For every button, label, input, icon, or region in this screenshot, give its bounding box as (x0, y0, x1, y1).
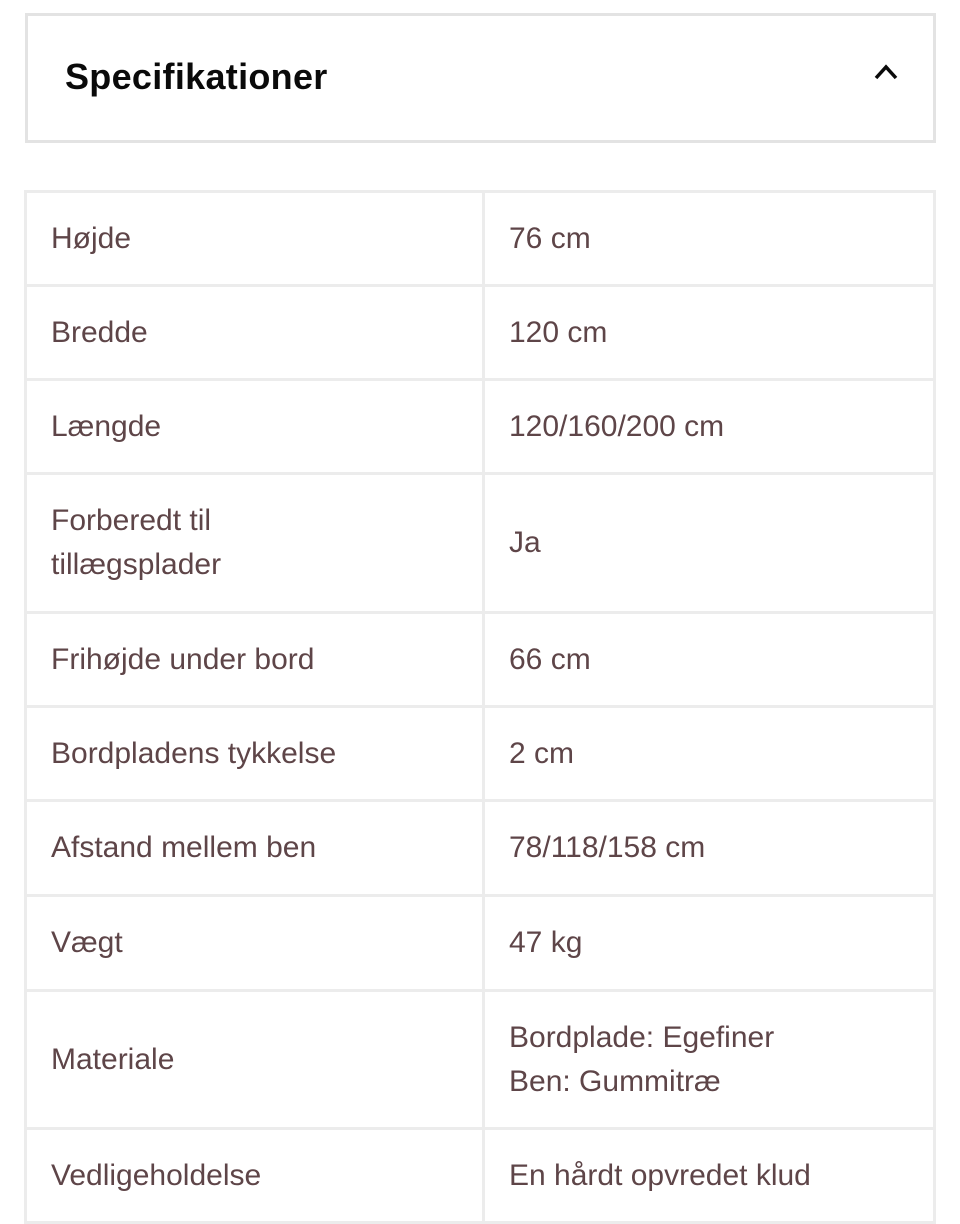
spec-value (484, 896, 935, 991)
spec-label: Bredde (26, 286, 484, 380)
spec-value-line: 78/118/158 cm (509, 831, 706, 864)
spec-value (484, 192, 935, 286)
spec-value-line: 2 cm (509, 736, 575, 770)
spec-value (484, 801, 935, 896)
spec-row (26, 613, 935, 707)
spec-row (26, 707, 935, 801)
spec-row (26, 192, 935, 286)
spec-row (26, 380, 935, 474)
spec-label: Højde (26, 192, 484, 286)
accordion-title: Specifikationer (65, 56, 328, 97)
spec-label: Vedligeholdelse (26, 1129, 484, 1223)
spec-row (26, 474, 935, 613)
spec-label: Frihøjde under bord (26, 613, 484, 707)
spec-label: Forberedt til tillægsplader (26, 474, 484, 613)
spec-value-line: En hårdt opvredet klud (509, 1158, 811, 1192)
spec-label: Længde (26, 380, 484, 474)
spec-value (484, 1129, 935, 1223)
spec-value (484, 707, 935, 801)
spec-row (26, 896, 935, 991)
spec-label: Materiale (26, 991, 484, 1129)
spec-row (26, 801, 935, 896)
spec-value (484, 613, 935, 707)
spec-label: Bordpladens tykkelse (26, 707, 484, 801)
spec-value-line: Bordplade: Egefiner (509, 1020, 775, 1054)
spec-value-line: 76 cm (509, 221, 591, 255)
spec-row (26, 991, 935, 1129)
spec-row (26, 286, 935, 380)
spec-value (484, 991, 935, 1129)
spec-row (26, 1129, 935, 1223)
specifications-table (24, 190, 936, 1224)
spec-label: Afstand mellem ben (26, 801, 484, 896)
spec-value-line: 47 kg (509, 926, 583, 959)
spec-value (484, 286, 935, 380)
spec-value (484, 474, 935, 613)
spec-label: Vægt (26, 896, 484, 991)
spec-value (484, 380, 935, 474)
spec-value-line: Ja (509, 526, 541, 559)
chevron-up-icon[interactable] (873, 62, 899, 82)
specifications-accordion-header[interactable] (25, 13, 936, 143)
spec-value-line: 66 cm (509, 642, 591, 676)
spec-value-line: Ben: Gummitræ (509, 1064, 721, 1098)
spec-value-line: 120 cm (509, 315, 608, 349)
spec-value-line: 120/160/200 cm (509, 409, 725, 443)
